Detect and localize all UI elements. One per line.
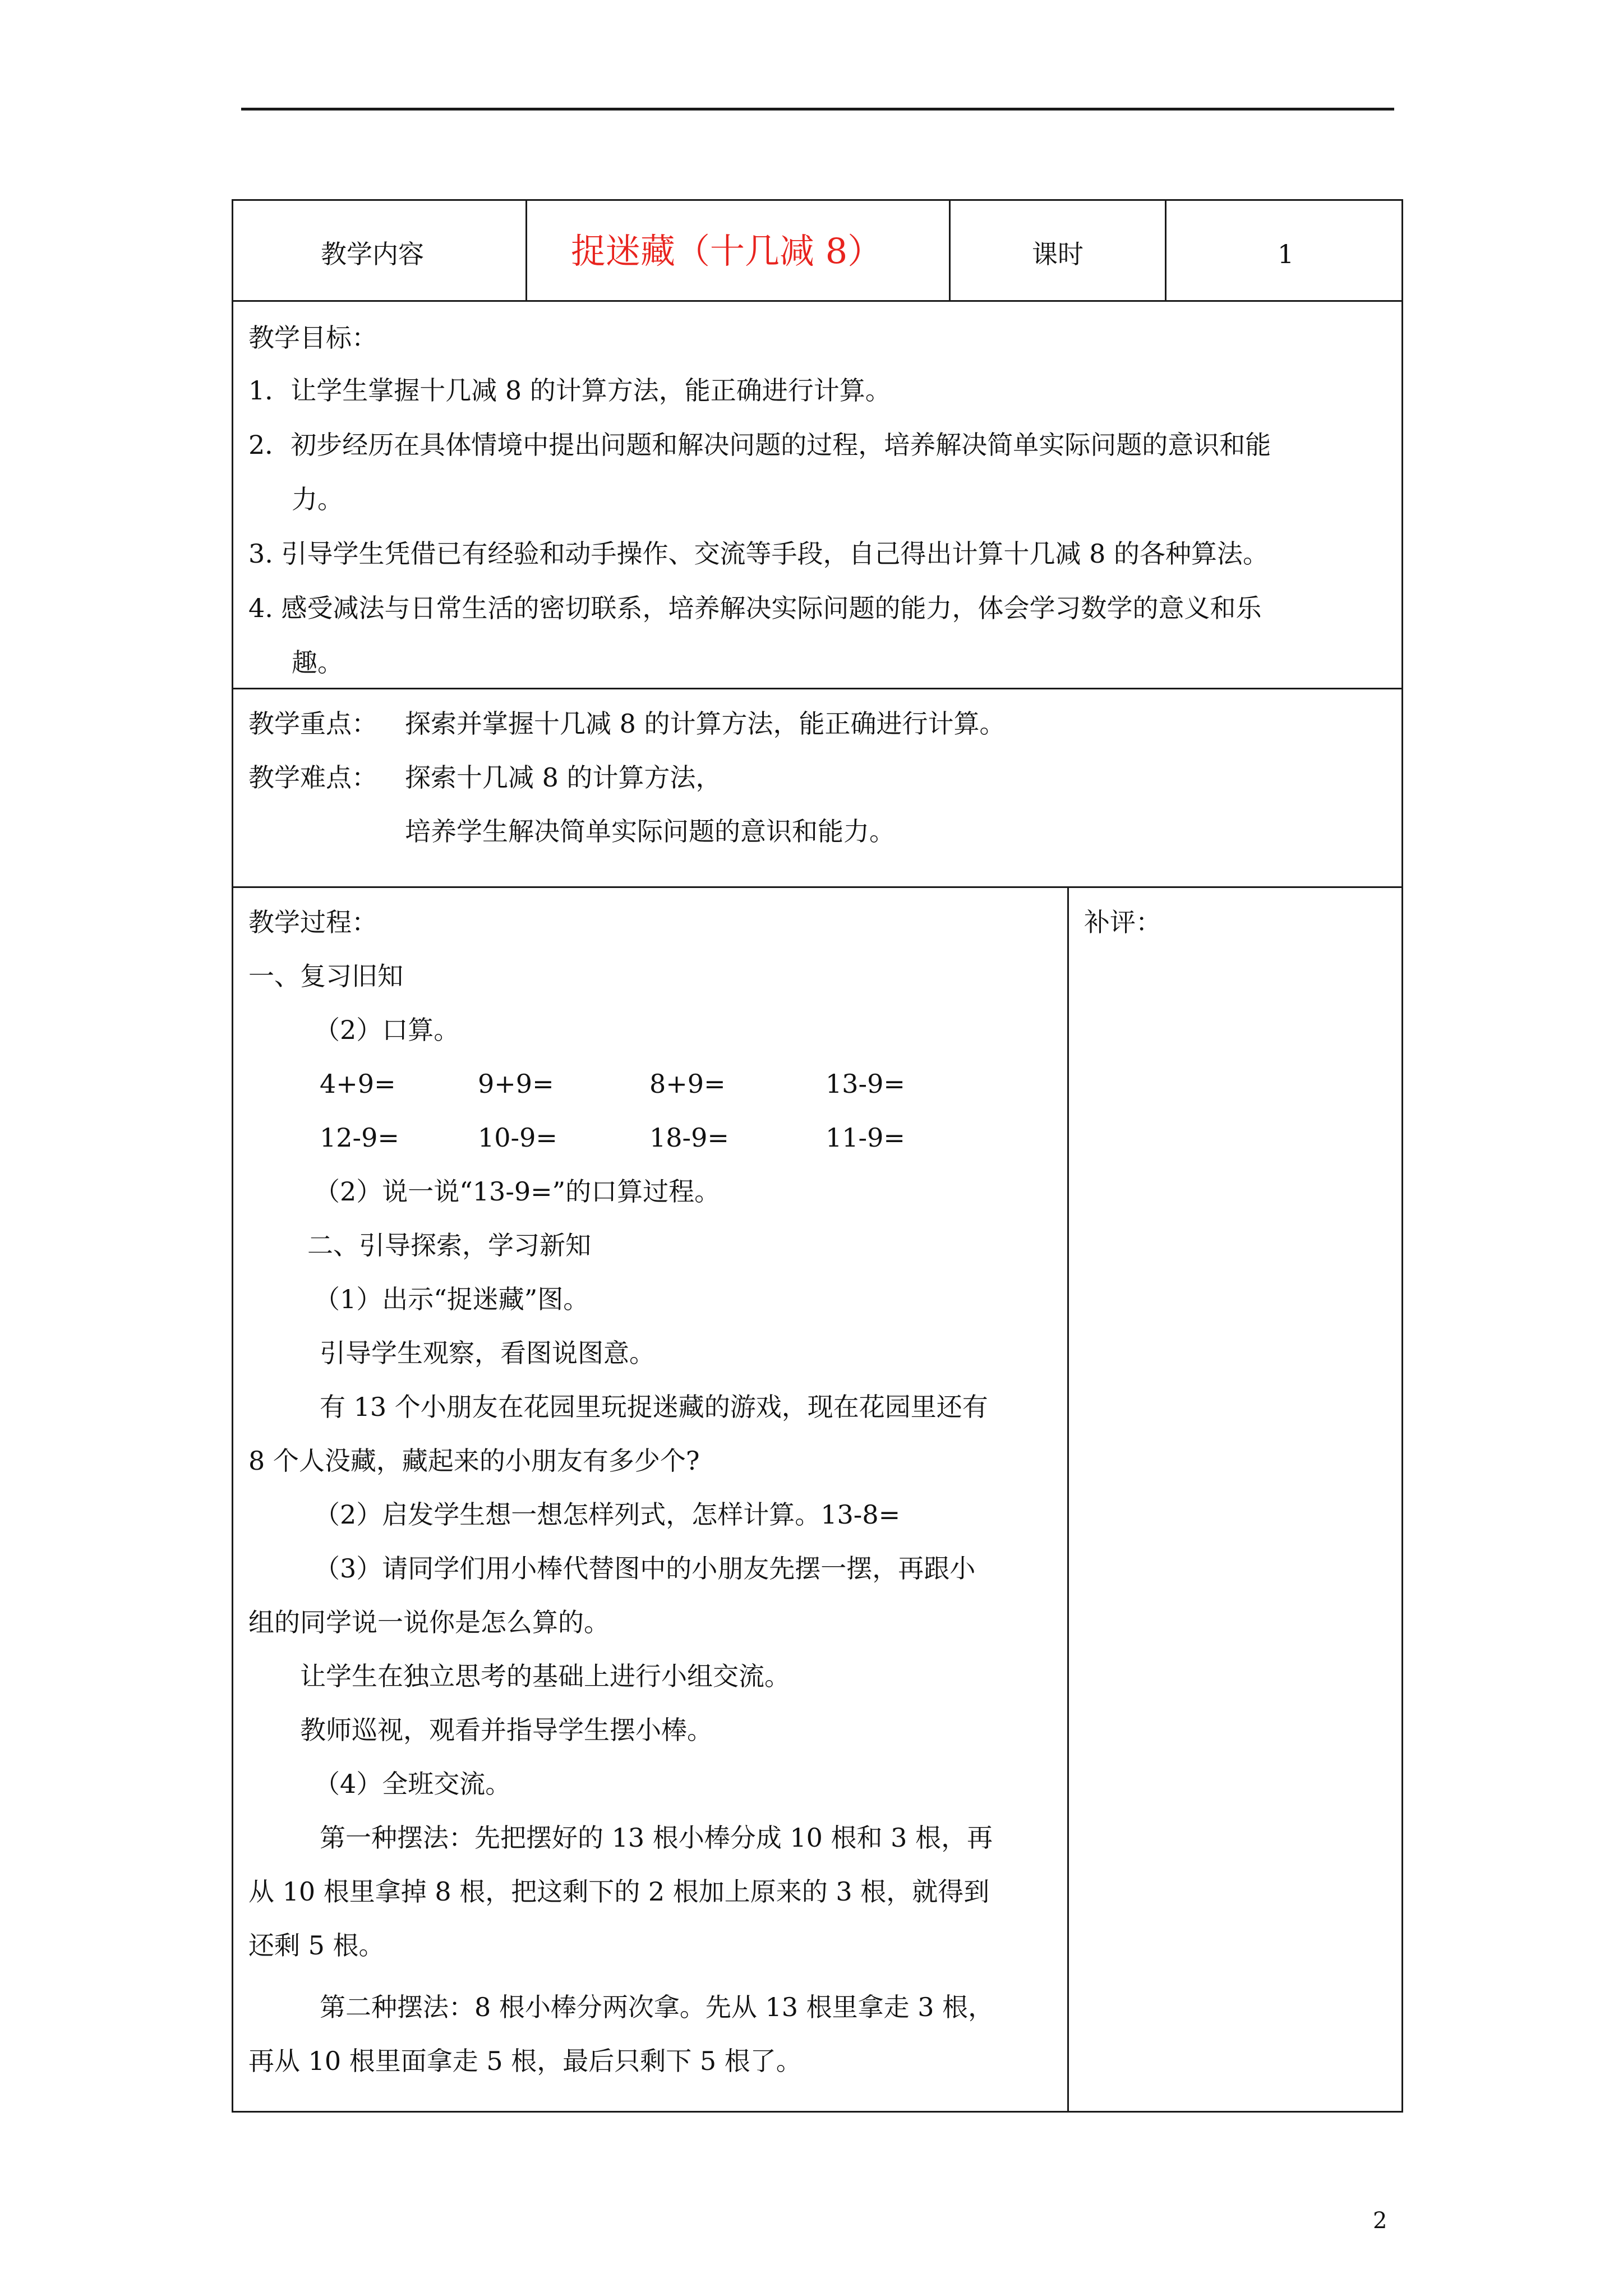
mental-math-r2-c4: 11-9= — [826, 1122, 905, 1153]
mental-math-r1-c1: 4+9= — [320, 1069, 396, 1099]
mental-math-r2-c2: 10-9= — [478, 1122, 557, 1153]
mental-math-r1-c3: 8+9= — [649, 1069, 726, 1099]
process-line-sticks-1: （3）请同学们用小棒代替图中的小朋友先摆一摆，再跟小 — [314, 1553, 976, 1584]
process-line-observe: 引导学生观察，看图说图意。 — [320, 1338, 655, 1368]
objective-item-4-cont: 趣。 — [292, 647, 343, 678]
objective-item-1: 1．让学生掌握十几减 8 的计算方法，能正确进行计算。 — [248, 375, 891, 406]
mental-math-r2-c3: 18-9= — [649, 1122, 729, 1153]
process-comment-divider — [1067, 886, 1069, 2112]
table-top-border — [232, 199, 1403, 201]
process-line-explore: 二、引导探索，学习新知 — [307, 1230, 591, 1260]
table-visible-bottom-border — [232, 2111, 1403, 2113]
difficulty-text-2: 培养学生解决简单实际问题的意识和能力。 — [405, 816, 895, 846]
table-row1-border — [232, 300, 1403, 302]
process-line-method2-2: 再从 10 根里面拿走 5 根，最后只剩下 5 根了。 — [248, 2046, 802, 2076]
process-line-method1-3: 还剩 5 根。 — [248, 1930, 385, 1961]
process-line-teacher: 教师巡视，观看并指导学生摆小棒。 — [300, 1715, 713, 1745]
difficulty-text-1: 探索十几减 8 的计算方法， — [405, 762, 722, 793]
objective-item-4: 4. 感受减法与日常生活的密切联系，培养解决实际问题的能力，体会学习数学的意义和乐 — [248, 593, 1262, 623]
process-line-method1-1: 第一种摆法：先把摆好的 13 根小棒分成 10 根和 3 根，再 — [320, 1823, 993, 1853]
process-line-story-2: 8 个人没藏，藏起来的小朋友有多少个? — [248, 1446, 700, 1476]
difficulty-label: 教学难点： — [248, 762, 377, 793]
lesson-title: 捉迷藏（十几减 8） — [571, 231, 883, 272]
mental-math-r2-c1: 12-9= — [320, 1122, 399, 1153]
header-divider-3 — [1165, 199, 1166, 301]
page-number: 2 — [1373, 2208, 1387, 2234]
table-right-border — [1401, 199, 1403, 2112]
table-row3-border — [232, 886, 1403, 888]
process-line-method2-1: 第二种摆法：8 根小棒分两次拿。先从 13 根里拿走 3 根， — [320, 1992, 994, 2022]
process-heading: 教学过程： — [248, 907, 377, 937]
comment-label: 补评： — [1084, 907, 1161, 937]
focus-label: 教学重点： — [248, 708, 377, 739]
objective-item-2: 2．初步经历在具体情境中提出问题和解决问题的过程，培养解决简单实际问题的意识和能 — [248, 430, 1271, 460]
objectives-heading: 教学目标： — [248, 323, 377, 353]
header-divider-2 — [949, 199, 951, 301]
objective-item-3: 3. 引导学生凭借已有经验和动手操作、交流等手段，自己得出计算十几减 8 的各种算法。 — [248, 539, 1269, 569]
process-line-show-picture: （1）出示“捉迷藏”图。 — [314, 1284, 589, 1314]
header-rule — [241, 108, 1394, 111]
table-left-border — [232, 199, 233, 2112]
process-line-method1-2: 从 10 根里拿掉 8 根，把这剩下的 2 根加上原来的 3 根，就得到 — [248, 1876, 990, 1907]
process-line-explain: （2）说一说“13-9=”的口算过程。 — [314, 1176, 721, 1207]
header-divider-1 — [525, 199, 527, 301]
class-period-value: 1 — [1278, 239, 1294, 269]
mental-math-r1-c2: 9+9= — [478, 1069, 554, 1099]
process-line-group: 让学生在独立思考的基础上进行小组交流。 — [300, 1661, 790, 1691]
mental-math-r1-c4: 13-9= — [826, 1069, 905, 1099]
process-line-review: 一、复习旧知 — [248, 961, 403, 991]
objective-item-2-cont: 力。 — [292, 484, 343, 514]
process-line-equation: （2）启发学生想一想怎样列式，怎样计算。13-8= — [314, 1499, 901, 1530]
process-line-sticks-2: 组的同学说一说你是怎么算的。 — [248, 1607, 610, 1637]
process-line-mental-math: （2）口算。 — [314, 1015, 460, 1045]
label-class-period: 课时 — [1032, 239, 1083, 269]
focus-text: 探索并掌握十几减 8 的计算方法，能正确进行计算。 — [405, 708, 1006, 739]
label-teaching-content: 教学内容 — [321, 239, 424, 269]
process-line-class-share: （4）全班交流。 — [314, 1769, 511, 1799]
table-row2-border — [232, 688, 1403, 689]
process-line-story-1: 有 13 个小朋友在花园里玩捉迷藏的游戏，现在花园里还有 — [320, 1392, 988, 1422]
